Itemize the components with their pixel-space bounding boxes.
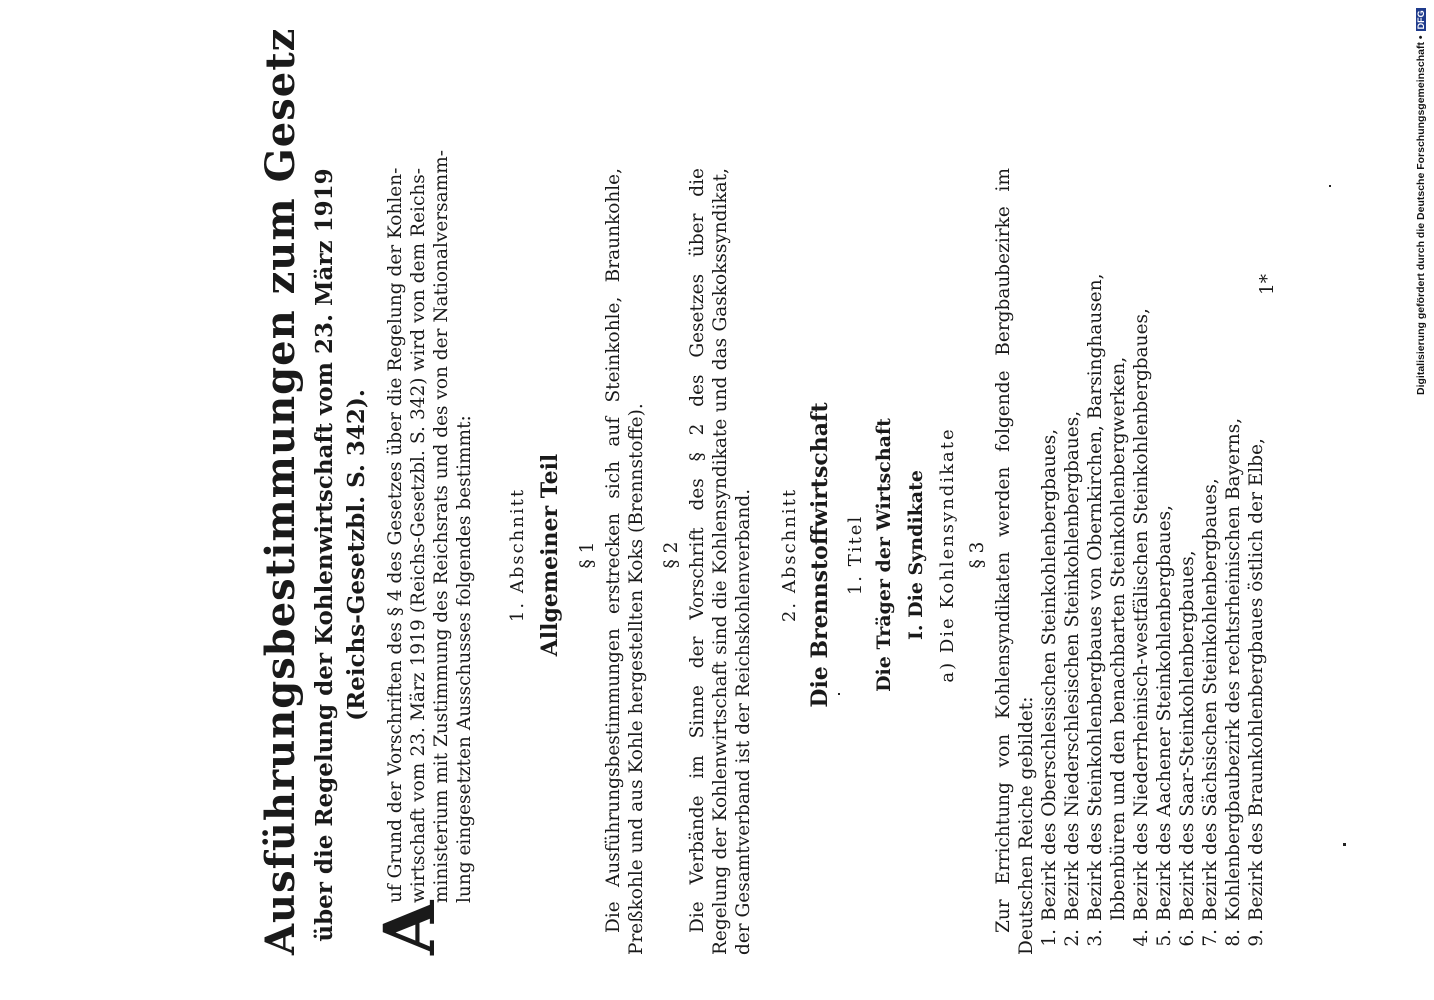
funding-notice: [1415, 5, 1429, 395]
district-item: 3.Bezirk des Steinkohlenbergbaues von Obernkirchen, Barsinghausen,: [1085, 273, 1106, 947]
intro-line-4: lung eingesetzten Ausschusses folgendes bestimmt:: [454, 415, 475, 903]
paragraph-3-line-2: Deutschen Reiche gebildet:: [1016, 696, 1037, 955]
scan-speck: [838, 693, 840, 695]
paragraph-2-line-3: der Gesamtverband ist der Reichskohlenverband.: [733, 488, 754, 955]
paragraph-2-line-1: Die Verbände im Sinne der Vorschrift des § 2 des Gesetzes über die: [687, 168, 708, 933]
paragraph-2-line-2: Regelung der Kohlenwirtschaft sind die Kohlensyndikate und das Gaskokssyndikat,: [710, 168, 731, 955]
section-1-label: 1. Abschnitt: [507, 487, 528, 623]
district-item: 2.Bezirk des Niederschlesischen Steinkohlenbergbaues,: [1062, 410, 1083, 947]
district-item-continuation: Ibbenbüren und den benachbarten Steinkohlenbergwerken,: [1108, 356, 1129, 921]
paragraph-1-line-1: Die Ausführungsbestimmungen erstrecken sich auf Steinkohle, Braunkohle,: [603, 168, 624, 933]
district-item: 7.Bezirk des Sächsischen Steinkohlenbergbaues,: [1200, 478, 1221, 947]
page-title: Ausführungsbestimmungen zum Gesetz: [257, 27, 304, 955]
dfg-logo-icon: DFG: [1416, 10, 1426, 30]
intro-line-1: uf Grund der Vorschriften des § 4 des Gesetzes über die Regelung der Kohlen-: [385, 167, 406, 903]
coal-syndicates-heading: a) Die Kohlensyndikate: [937, 427, 958, 683]
paragraph-3-label: § 3: [967, 541, 988, 569]
funding-notice-text: Digitalisierung gefördert durch die Deutsche Forschungsgemeinschaft •: [1415, 35, 1427, 395]
page-signature-mark: 1*: [1257, 273, 1278, 295]
section-1-heading: Allgemeiner Teil: [537, 453, 563, 657]
title-1-label: 1. Titel: [845, 514, 866, 596]
document-page: [245, 27, 1285, 955]
paragraph-3-line-1: Zur Errichtung von Kohlensyndikaten werden folgende Bergbaubezirke im: [993, 168, 1014, 933]
paragraph-2-label: § 2: [661, 541, 682, 569]
intro-line-2: wirtschaft vom 23. März 1919 (Reichs-Gesetzbl. S. 342) wird von dem Reichs-: [408, 168, 429, 903]
syndicates-heading: I. Die Syndikate: [905, 470, 927, 640]
scan-speck: [1343, 843, 1346, 846]
subtitle-line-2: (Reichs-Gesetzbl. S. 342).: [343, 389, 370, 721]
district-item: 9.Bezirk des Braunkohlenbergbaues östlich der Elbe,: [1246, 438, 1267, 947]
paragraph-1-label: § 1: [577, 541, 598, 569]
paragraph-1-line-2: Preßkohle und aus Kohle hergestellten Koks (Brennstoffe).: [626, 403, 647, 955]
district-item: 1.Bezirk des Oberschlesischen Steinkohlenbergbaues,: [1039, 428, 1060, 947]
drop-cap: A: [368, 900, 451, 955]
intro-line-3: ministerium mit Zustimmung des Reichsrats und des von der Nationalversamm-: [431, 150, 452, 903]
district-item: 8.Kohlenbergbaubezirk des rechtsrheinischen Bayerns,: [1223, 417, 1244, 947]
title-1-heading: Die Träger der Wirtschaft: [873, 418, 895, 692]
district-item: 4.Bezirk des Niederrheinisch-westfälischen Steinkohlenbergbaues,: [1131, 308, 1152, 947]
district-item: 6.Bezirk des Saar-Steinkohlenbergbaues,: [1177, 550, 1198, 947]
subtitle-line-1: über die Regelung der Kohlenwirtschaft vom 23. März 1919: [311, 168, 338, 942]
district-item: 5.Bezirk des Aachener Steinkohlenbergbaues,: [1154, 504, 1175, 947]
section-2-heading: Die Brennstoffwirtschaft: [807, 402, 833, 708]
section-2-label: 2. Abschnitt: [779, 487, 800, 623]
scan-speck: [1329, 185, 1331, 187]
